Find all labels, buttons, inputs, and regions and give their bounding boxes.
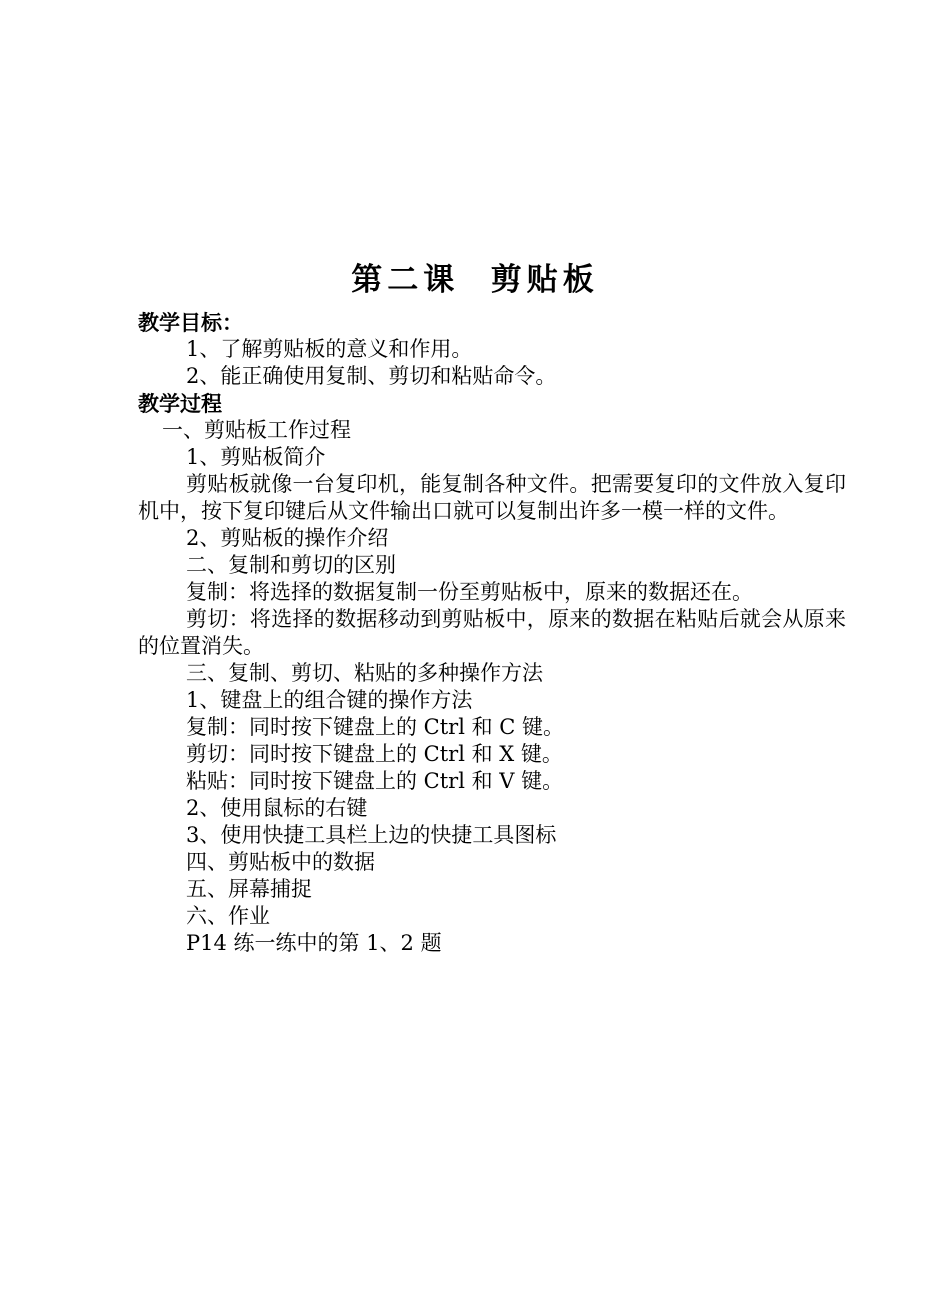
section-item: 复制：同时按下键盘上的 Ctrl 和 C 键。: [186, 715, 565, 739]
section-item: 复制：将选择的数据复制一份至剪贴板中，原来的数据还在。: [186, 580, 753, 604]
section-item: 剪切：同时按下键盘上的 Ctrl 和 X 键。: [186, 742, 563, 766]
section-heading: 三、复制、剪切、粘贴的多种操作方法: [186, 661, 543, 685]
homework-item: P14 练一练中的第 1、2 题: [186, 931, 442, 955]
section-item: 2、使用鼠标的右键: [186, 796, 368, 820]
section-item: 1、剪贴板简介: [186, 445, 326, 469]
objective-item: 1、了解剪贴板的意义和作用。: [186, 337, 473, 361]
section-heading: 四、剪贴板中的数据: [186, 850, 375, 874]
section-heading: 五、屏幕捕捉: [186, 877, 312, 901]
section-paragraph: 剪切：将选择的数据移动到剪贴板中，原来的数据在粘贴后就会从原来的位置消失。: [138, 607, 846, 658]
page-title: 第二课 剪贴板: [351, 262, 599, 298]
objectives-heading: 教学目标：: [138, 310, 243, 335]
process-heading: 教学过程: [138, 391, 222, 416]
objective-item: 2、能正确使用复制、剪切和粘贴命令。: [186, 364, 557, 388]
section-item: 1、键盘上的组合键的操作方法: [186, 688, 473, 712]
section-item: 2、剪贴板的操作介绍: [186, 526, 389, 550]
section-heading: 六、作业: [186, 904, 270, 928]
section-item: 3、使用快捷工具栏上边的快捷工具图标: [186, 823, 557, 847]
section-heading: 二、复制和剪切的区别: [186, 553, 396, 577]
section-item: 粘贴：同时按下键盘上的 Ctrl 和 V 键。: [186, 769, 564, 793]
section-paragraph: 剪贴板就像一台复印机，能复制各种文件。把需要复印的文件放入复印机中，按下复印键后从文件输出口就可以复制出许多一模一样的文件。: [138, 472, 846, 523]
document-body: [138, 309, 846, 957]
section-heading: 一、剪贴板工作过程: [162, 418, 351, 442]
